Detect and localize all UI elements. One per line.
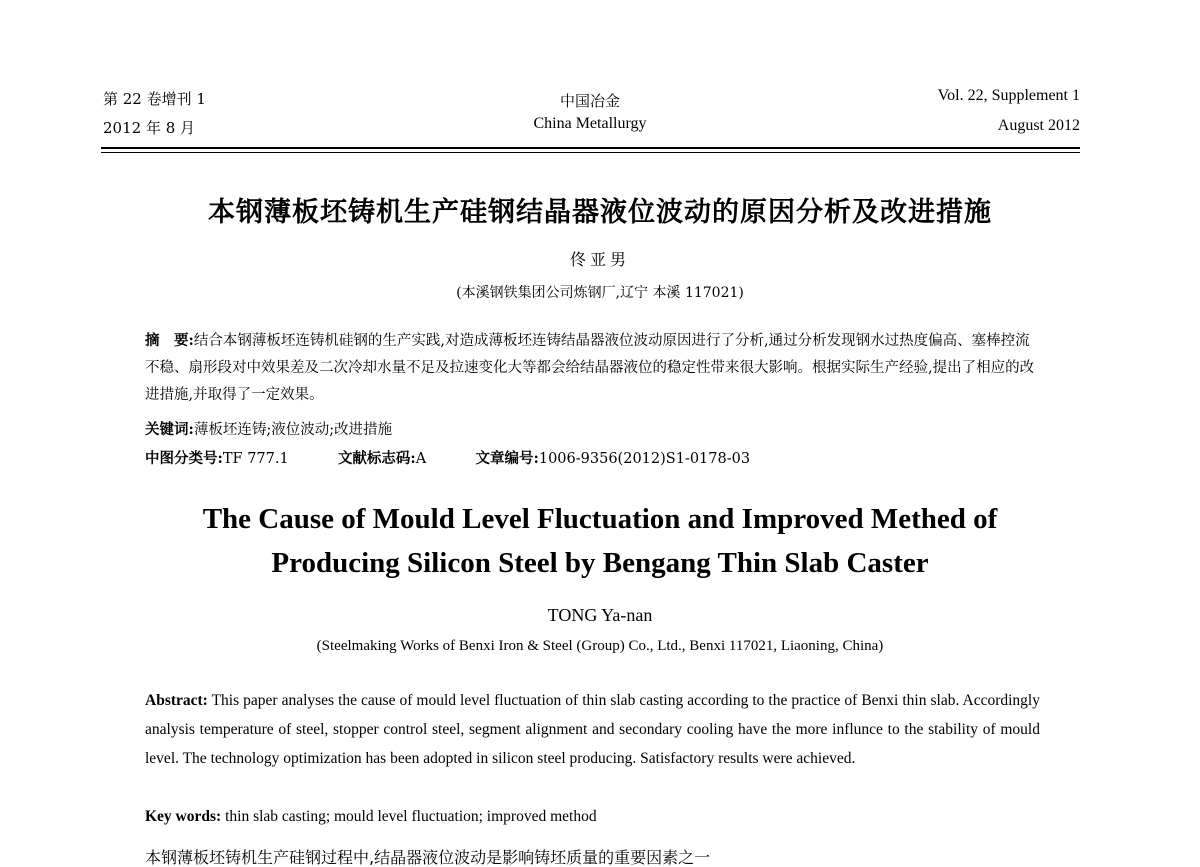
clc-value: TF 777.1 — [222, 451, 289, 467]
keywords-en-label: Key words: — [145, 808, 222, 825]
paper-title-en-line1: The Cause of Mould Level Fluctuation and Improved Methed of — [202, 503, 998, 535]
abstract-en-label: Abstract: — [145, 692, 208, 709]
abstract-cn — [145, 327, 1040, 409]
journal-date-cn: 2012 年 8 月 — [103, 119, 196, 137]
journal-volume-cn: 第 22 卷增刊 1 — [103, 90, 206, 108]
keywords-cn-label: 关键词: — [145, 421, 194, 438]
keywords-en — [145, 802, 1040, 831]
clc-label: 中图分类号: — [145, 450, 223, 467]
keywords-en-text: thin slab casting; mould level fluctuation; improved method — [225, 808, 597, 825]
article-number-value: 1006-9356(2012)S1-0178-03 — [538, 451, 751, 467]
journal-date-en: August 2012 — [997, 117, 1080, 134]
journal-name-cn: 中国冶金 — [559, 92, 620, 110]
paper-title-en-line2: Producing Silicon Steel by Bengang Thin Slab Caster — [271, 547, 929, 579]
body-text-cutoff — [145, 848, 1080, 867]
classification-line — [145, 445, 1040, 473]
paper-title-en — [0, 497, 1200, 585]
header-rule-thin — [101, 152, 1080, 153]
doc-code-value: A — [415, 451, 427, 467]
body-text-start: 本钢薄板坯铸机生产硅钢过程中,结晶器液位波动是影响铸坯质量的重要因素之一 — [145, 848, 711, 867]
paper-title-cn: 本钢薄板坯铸机生产硅钢结晶器液位波动的原因分析及改进措施 — [208, 197, 992, 228]
author-cn: 佟亚男 — [569, 250, 630, 269]
article-number-label: 文章编号: — [475, 450, 539, 467]
keywords-cn-text: 薄板坯连铸;液位波动;改进措施 — [193, 422, 393, 438]
abstract-cn-text: 结合本钢薄板坯连铸机硅钢的生产实践,对造成薄板坯连铸结晶器液位波动原因进行了分析,通过分析发现钢水过热度偏高、塞棒控流不稳、扇形段对中效果差及二次冷却水量不足及拉速变化大等都会给结晶器液位的稳定性带来很大影响。根据实际生产经验,提出了相应的改进措施,并取得了一定效果。 — [145, 333, 1035, 403]
abstract-en-text: This paper analyses the cause of mould level fluctuation of thin slab casting according to the practice of Benxi thin slab. Accordingly analysis temperature of steel, stopper control steel, segment alignment and secondary cooling have the more influnce to the stability of mould level. The technology optimization has been adopted in silicon steel producing. Satisfactory results were achieved. — [145, 692, 1040, 767]
journal-volume-en: Vol. 22, Supplement 1 — [937, 87, 1080, 104]
abstract-cn-label: 摘 要: — [145, 332, 194, 349]
doc-code-label: 文献标志码: — [337, 450, 416, 467]
affiliation-cn: (本溪钢铁集团公司炼钢厂,辽宁 本溪 117021) — [456, 285, 744, 301]
header-rule-thick — [101, 147, 1080, 149]
abstract-en — [145, 686, 1040, 773]
affiliation-en: (Steelmaking Works of Benxi Iron & Steel (Group) Co., Ltd., Benxi 117021, Liaoning, China) — [316, 638, 884, 654]
author-en: TONG Ya-nan — [547, 605, 653, 625]
keywords-cn — [145, 416, 1040, 444]
journal-name-en: China Metallurgy — [533, 115, 647, 132]
